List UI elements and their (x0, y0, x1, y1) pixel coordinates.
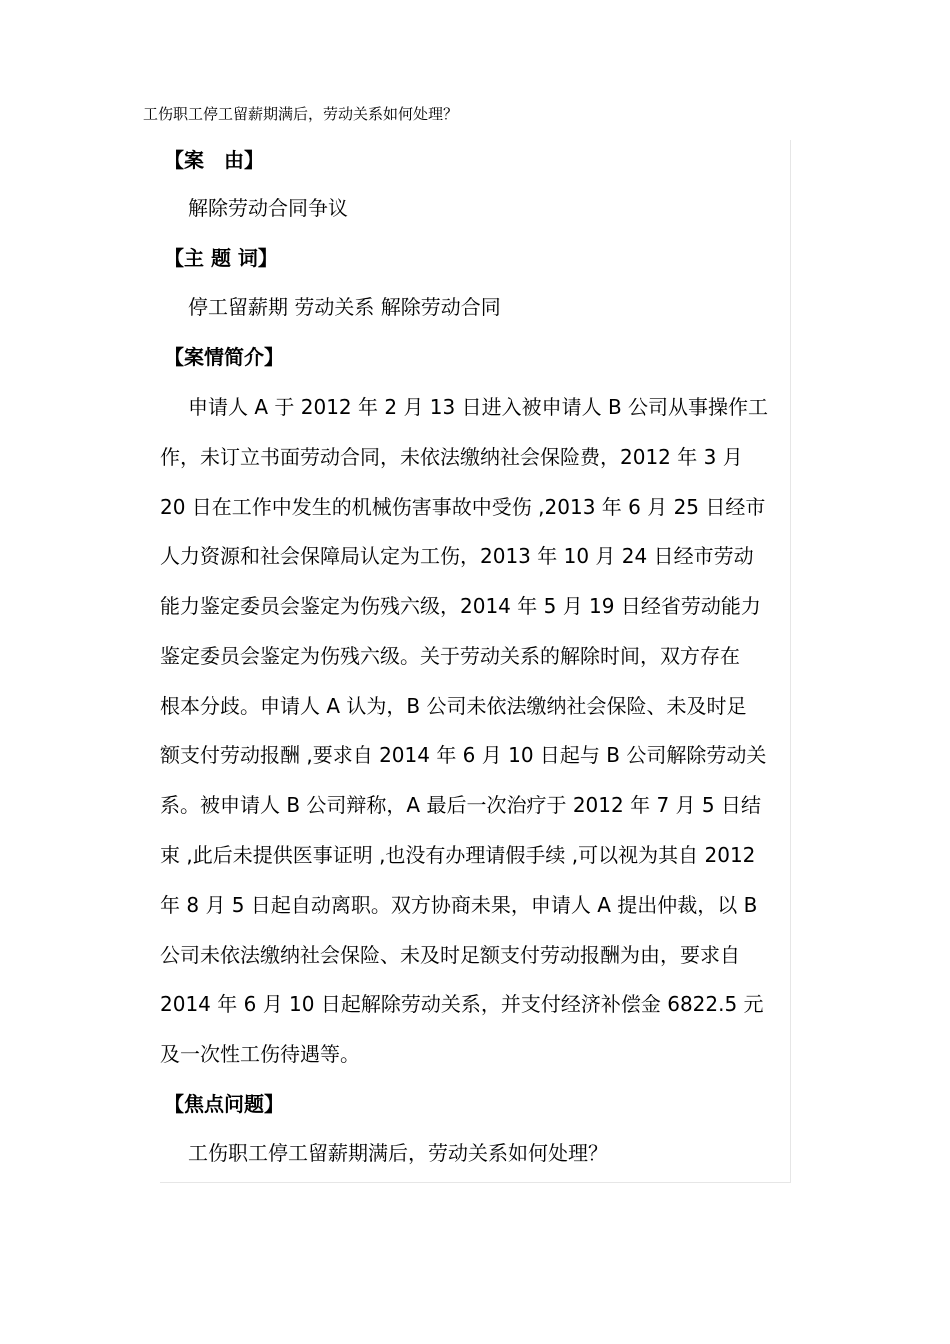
summary-line: 人力资源和社会保障局认定为工伤，2013 年 10 月 24 日经市劳动 (160, 544, 754, 568)
summary-heading: 【案情简介】 (164, 345, 284, 369)
case-cause-heading: 【案 由】 (164, 148, 264, 172)
case-cause-text: 解除劳动合同争议 (188, 196, 348, 220)
summary-line: 鉴定委员会鉴定为伤残六级。关于劳动关系的解除时间，双方存在 (160, 644, 740, 668)
summary-line: 根本分歧。申请人 A 认为，B 公司未依法缴纳社会保险、未及时足 (160, 694, 747, 718)
summary-line: 年 8 月 5 日起自动离职。双方协商未果，申请人 A 提出仲裁，以 B (160, 893, 758, 917)
summary-line: 系。被申请人 B 公司辩称，A 最后一次治疗于 2012 年 7 月 5 日结 (160, 793, 761, 817)
keywords-text: 停工留薪期 劳动关系 解除劳动合同 (188, 295, 501, 319)
summary-line: 作，未订立书面劳动合同，未依法缴纳社会保险费，2012 年 3 月 (160, 445, 743, 469)
summary-line: 额支付劳动报酬 ,要求自 2014 年 6 月 10 日起与 B 公司解除劳动关 (160, 743, 767, 767)
summary-line: 申请人 A 于 2012 年 2 月 13 日进入被申请人 B 公司从事操作工 (188, 395, 769, 419)
focus-heading: 【焦点问题】 (164, 1092, 284, 1116)
summary-line: 能力鉴定委员会鉴定为伤残六级，2014 年 5 月 19 日经省劳动能力 (160, 594, 761, 618)
document-body (160, 140, 791, 1183)
document-title: 工伤职工停工留薪期满后，劳动关系如何处理？ (143, 105, 459, 123)
summary-line: 2014 年 6 月 10 日起解除劳动关系，并支付经济补偿金 6822.5 元 (160, 992, 764, 1016)
summary-line: 及一次性工伤待遇等。 (160, 1042, 360, 1066)
summary-line: 公司未依法缴纳社会保险、未及时足额支付劳动报酬为由，要求自 (160, 943, 740, 967)
summary-line: 20 日在工作中发生的机械伤害事故中受伤 ,2013 年 6 月 25 日经市 (160, 495, 766, 519)
summary-line: 束 ,此后未提供医事证明 ,也没有办理请假手续 ,可以视为其自 2012 (160, 843, 756, 867)
keywords-heading: 【主 题 词】 (164, 246, 278, 270)
focus-text: 工伤职工停工留薪期满后，劳动关系如何处理？ (188, 1141, 608, 1165)
